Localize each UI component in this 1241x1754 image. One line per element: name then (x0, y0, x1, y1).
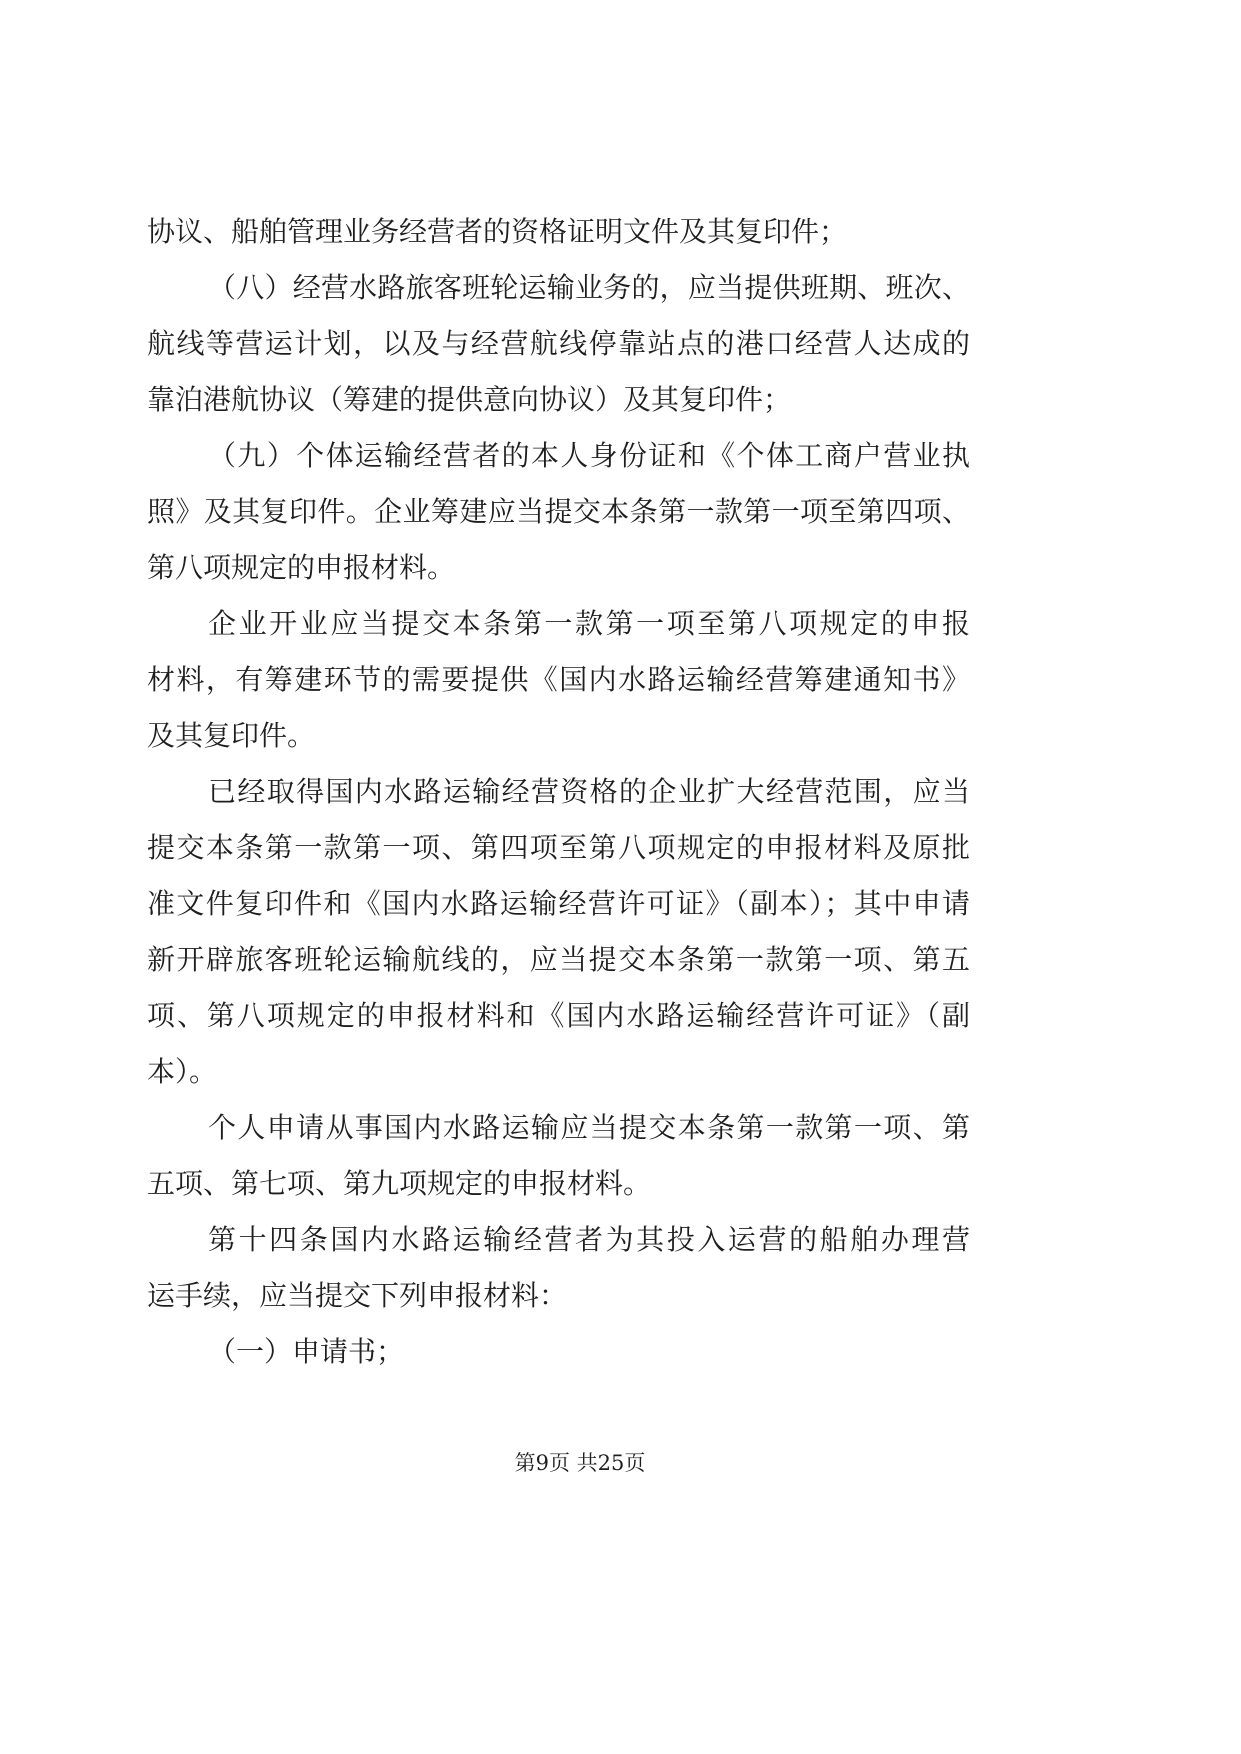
text-line: 第八项规定的申报材料。 (147, 551, 456, 584)
text-line: 项、第八项规定的申报材料和《国内水路运输经营许可证》（副 (147, 999, 970, 1032)
text-line: 协议、船舶管理业务经营者的资格证明文件及其复印件； (147, 215, 848, 248)
text-line: 本）。 (147, 1055, 218, 1088)
text-line: （一）申请书； (208, 1335, 405, 1368)
paragraph (147, 1324, 970, 1380)
text-line: 第十四条国内水路运输经营者为其投入运营的船舶办理营 (208, 1223, 970, 1256)
text-line: 企业开业应当提交本条第一款第一项至第八项规定的申报 (208, 607, 970, 640)
paragraph (147, 204, 970, 260)
text-line: 已经取得国内水路运输经营资格的企业扩大经营范围，应当 (208, 775, 970, 808)
page-number-footer: 第9页 共25页 (514, 1451, 646, 1475)
paragraph (147, 428, 970, 596)
paragraph (147, 1100, 970, 1212)
text-line: 运手续，应当提交下列申报材料： (147, 1279, 568, 1312)
text-line: （九）个体运输经营者的本人身份证和《个体工商户营业执 (208, 439, 970, 472)
text-line: 材料，有筹建环节的需要提供《国内水路运输经营筹建通知书》 (147, 663, 970, 696)
text-line: 航线等营运计划，以及与经营航线停靠站点的港口经营人达成的 (147, 327, 970, 360)
paragraph (147, 764, 970, 1100)
document-body (147, 204, 970, 1380)
paragraph (147, 1212, 970, 1324)
text-line: 及其复印件。 (147, 719, 316, 752)
text-line: （八）经营水路旅客班轮运输业务的，应当提供班期、班次、 (208, 271, 970, 304)
text-line: 新开辟旅客班轮运输航线的，应当提交本条第一款第一项、第五 (147, 943, 970, 976)
paragraph (147, 596, 970, 764)
text-line: 准文件复印件和《国内水路运输经营许可证》（副本）；其中申请 (147, 887, 970, 920)
text-line: 个人申请从事国内水路运输应当提交本条第一款第一项、第 (208, 1111, 970, 1144)
paragraph (147, 260, 970, 428)
text-line: 提交本条第一款第一项、第四项至第八项规定的申报材料及原批 (147, 831, 970, 864)
text-line: 靠泊港航协议（筹建的提供意向协议）及其复印件； (147, 383, 792, 416)
text-line: 照》及其复印件。企业筹建应当提交本条第一款第一项至第四项、 (147, 495, 970, 528)
text-line: 五项、第七项、第九项规定的申报材料。 (147, 1167, 652, 1200)
